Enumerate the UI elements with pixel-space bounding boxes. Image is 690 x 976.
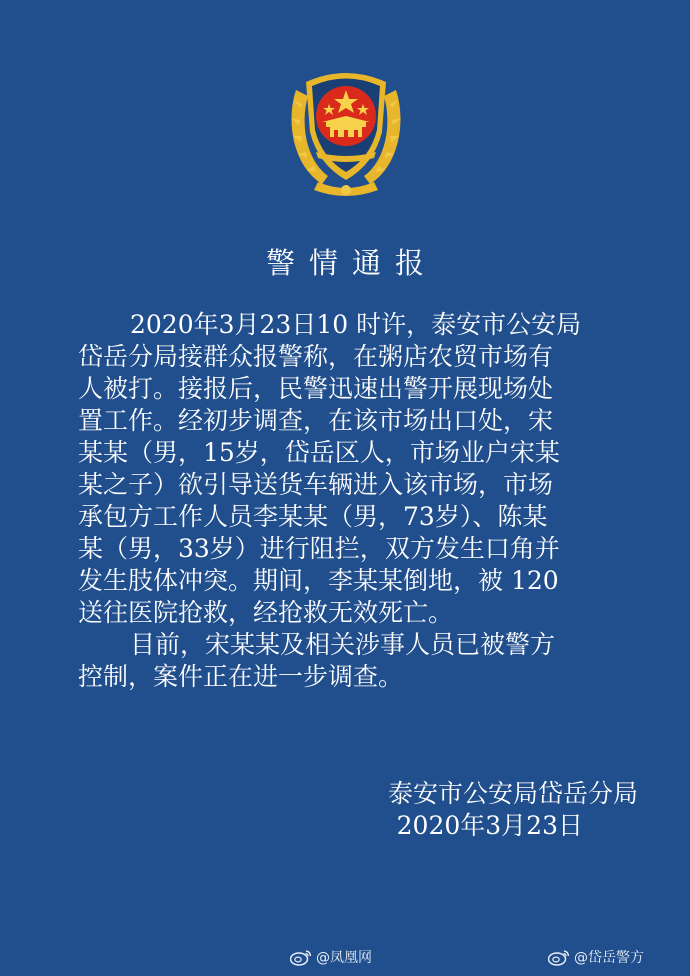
body-line: 某某（男，15岁，岱岳区人，市场业户宋某 (78, 438, 560, 467)
signature-date: 2020年3月23日 (396, 811, 583, 840)
weibo-logo-icon (548, 948, 570, 966)
watermark-right-text: @岱岳警方 (574, 950, 644, 966)
body-line: 承包方工作人员李某某（男，73岁）、陈某 (78, 502, 548, 531)
body-line: 送往医院抢救，经抢救无效死亡。 (78, 598, 454, 627)
body-line: 岱岳分局接群众报警称，在粥店农贸市场有 (78, 342, 554, 371)
notice-body (78, 309, 638, 693)
body-line: 置工作。经初步调查，在该市场出口处，宋 (78, 406, 554, 435)
watermark-left-text: @凤凰网 (316, 950, 372, 966)
notice-title: 警情通报 (265, 246, 438, 280)
body-line: 2020年3月23日10 时许，泰安市公安局 (130, 310, 582, 339)
body-line: 目前，宋某某及相关涉事人员已被警方 (130, 630, 556, 659)
signature-org: 泰安市公安局岱岳分局 (387, 779, 638, 808)
body-line: 人被打。接报后，民警迅速出警开展现场处 (78, 374, 554, 403)
police-emblem-icon (282, 60, 410, 204)
body-line: 发生肢体冲突。期间，李某某倒地，被 120 (78, 566, 559, 595)
body-line: 控制，案件正在进一步调查。 (78, 662, 404, 691)
watermark-daiyue-police (548, 946, 644, 968)
body-line: 某（男，33岁）进行阻拦，双方发生口角并 (78, 534, 560, 563)
watermark-ifeng (290, 946, 372, 968)
weibo-logo-icon (290, 948, 312, 966)
signature-block (388, 778, 638, 842)
body-line: 某之子）欲引导送货车辆进入该市场，市场 (78, 470, 554, 499)
